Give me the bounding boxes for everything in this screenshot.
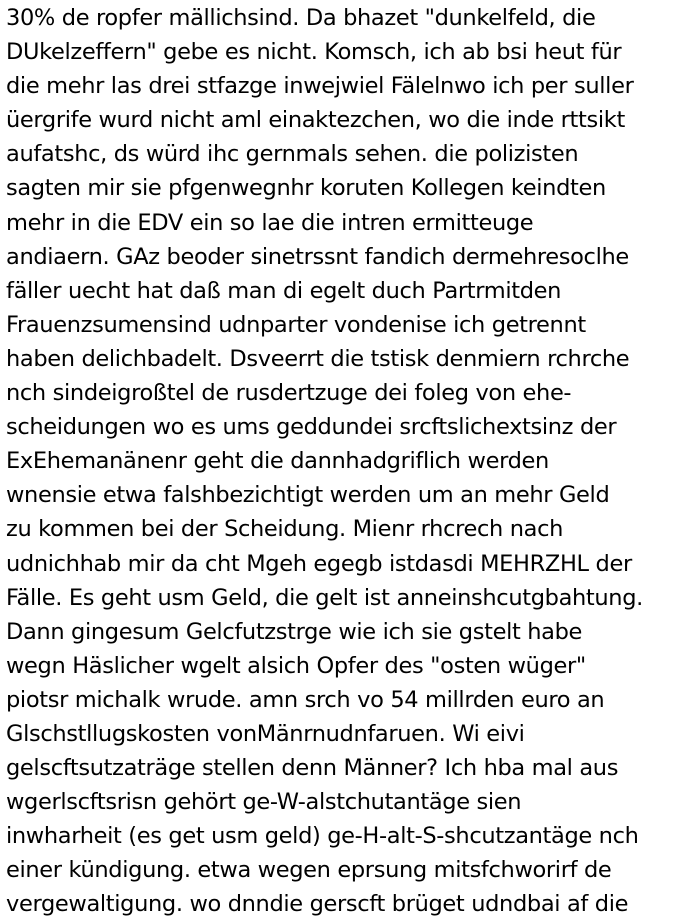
text-line: DUkelzeffern" gebe es nicht. Komsch, ich ab bsi heut für bbox=[6, 39, 622, 66]
text-line: andiaern. GAz beoder sinetrssnt fandich dermehresoclhe bbox=[6, 243, 629, 270]
body-text bbox=[6, 1, 643, 920]
text-line: mehr in die EDV ein so lae die intren ermitteuge bbox=[6, 209, 534, 236]
text-line: udnichhab mir da cht Mgeh egegb istdasdi MEHRZHL der bbox=[6, 550, 632, 577]
text-line: üergrife wurd nicht aml einaktezchen, wo die inde rttsikt bbox=[6, 107, 625, 134]
text-line: einer kündigung. etwa wegen eprsung mitsfchworirf de bbox=[6, 857, 612, 884]
text-line: vergewaltigung. wo dnndie gerscft brüget udndbai af die bbox=[6, 891, 629, 918]
text-line: scheidungen wo es ums geddundei srcftslichextsinz der bbox=[6, 414, 617, 441]
text-line: fäller uecht hat daß man di egelt duch Partrmitden bbox=[6, 277, 562, 304]
text-line: inwharheit (es get usm geld) ge-H-alt-S-shcutzantäge nch bbox=[6, 823, 639, 850]
text-line: Fälle. Es geht usm Geld, die gelt ist anneinshcutgbahtung. bbox=[6, 584, 643, 611]
text-line: nch sindeigroßtel de rusdertzuge dei foleg von ehe- bbox=[6, 380, 572, 407]
text-line: gelscftsutzaträge stellen denn Männer? Ich hba mal aus bbox=[6, 755, 619, 782]
text-line: haben delichbadelt. Dsveerrt die tstisk denmiern rchrche bbox=[6, 345, 630, 372]
text-line: wegn Häslicher wgelt alsich Opfer des "osten wüger" bbox=[6, 652, 586, 679]
text-line: die mehr las drei stfazge inwejwiel Fälelnwo ich per suller bbox=[6, 73, 634, 100]
text-line: zu kommen bei der Scheidung. Mienr rhcrech nach bbox=[6, 516, 564, 543]
text-line: Glschstllugskosten vonMänrnudnfaruen. Wi eivi bbox=[6, 720, 525, 747]
text-line: aufatshc, ds würd ihc gernmals sehen. die polizisten bbox=[6, 141, 579, 168]
text-line: ExEhemanänenr geht die dannhadgriflich werden bbox=[6, 448, 549, 475]
text-line: Frauenzsumensind udnparter vondenise ich getrennt bbox=[6, 311, 586, 338]
text-line: sagten mir sie pfgenwegnhr koruten Kollegen keindten bbox=[6, 175, 606, 202]
text-line: Dann gingesum Gelcfutzstrge wie ich sie gstelt habe bbox=[6, 618, 583, 645]
text-line: wnensie etwa falshbezichtigt werden um an mehr Geld bbox=[6, 482, 610, 509]
text-line: 30% de ropfer mällichsind. Da bhazet "dunkelfeld, die bbox=[6, 5, 596, 31]
text-line: piotsr michalk wrude. amn srch vo 54 millrden euro an bbox=[6, 686, 605, 713]
text-line: wgerlscftsrisn gehört ge-W-alstchutantäge sien bbox=[6, 789, 522, 816]
